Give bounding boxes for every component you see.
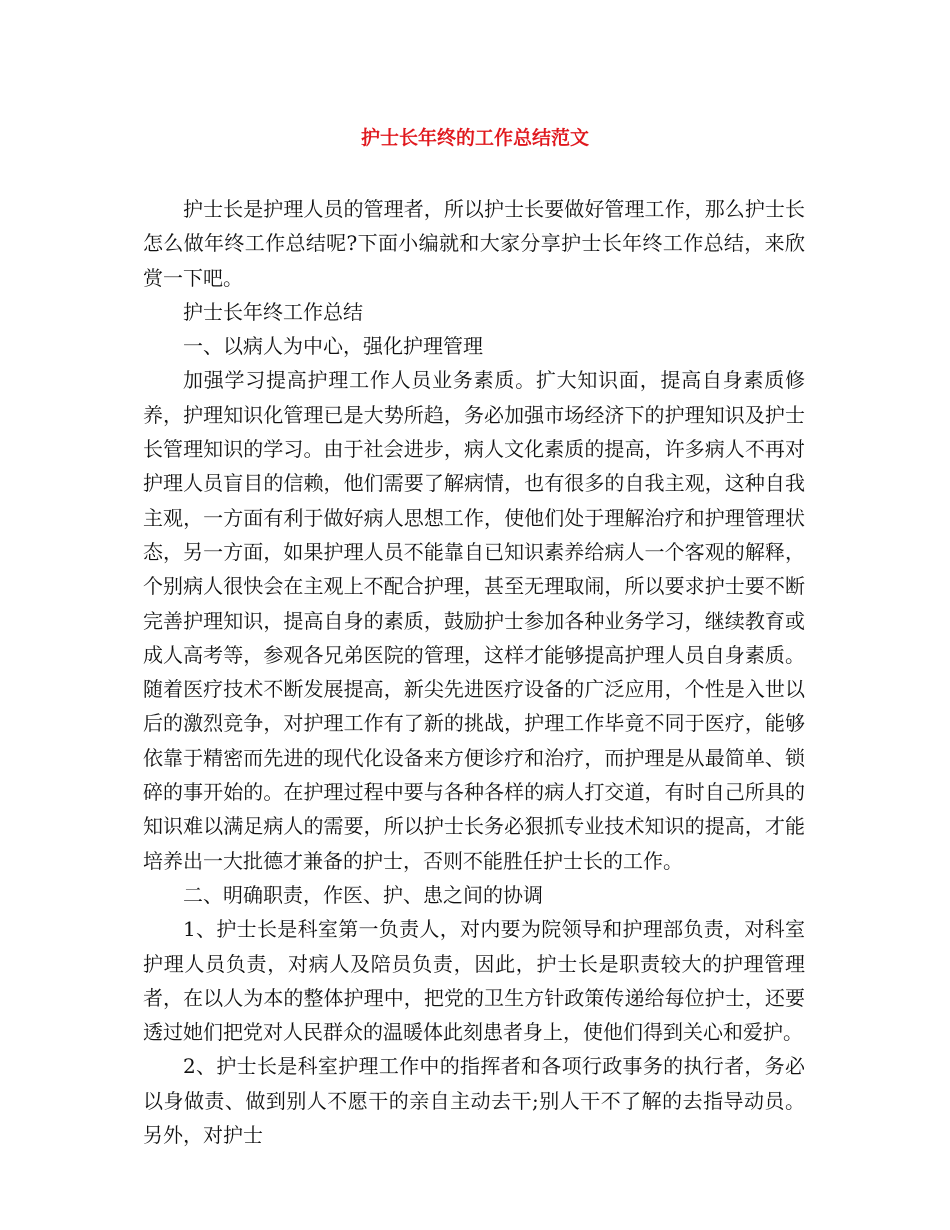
intro-paragraph: 护士长是护理人员的管理者，所以护士长要做好管理工作，那么护士长怎么做年终工作总结呢?下面小编就和大家分享护士长年终工作总结，来欣赏一下吧。 (143, 197, 805, 290)
body-paragraph: 2、护士长是科室护理工作中的指挥者和各项行政事务的执行者，务必以身做责、做到别人不愿干的亲自主动去干;别人干不了解的去指导动员。另外，对护士 (143, 1054, 805, 1148)
body-paragraph: 加强学习提高护理工作人员业务素质。扩大知识面，提高自身素质修养，护理知识化管理已是大势所趋，务必加强市场经济下的护理知识及护士长管理知识的学习。由于社会进步，病人文化素质的提高，许多病人不再对护理人员盲目的信赖，他们需要了解病情，也有很多的自我主观，这种自我主观，一方面有利于做好病人思想工作，使他们处于理解治疗和护理管理状态，另一方面，如果护理人员不能靠自已知识素养给病人一个客观的解释，个别病人很快会在主观上不配合护理，甚至无理取闹，所以要求护士要不断完善护理知识，提高自身的素质，鼓励护士参加各种业务学习，继续教育或成人高考等，参观各兄弟医院的管理，这样才能够提高护理人员自身素质。随着医疗技术不断发展提高，新尖先进医疗设备的广泛应用，个性是入世以后的激烈竞争，对护理工作有了新的挑战，护理工作毕竟不同于医疗，能够依靠于精密而先进的现代化设备来方便诊疗和治疗，而护理是从最简单、锁碎的事开始的。在护理过程中要与各种各样的病人打交道，有时自己所具的知识难以满足病人的需要，所以护士长务必狠抓专业技术知识的提高，才能培养出一大批德才兼备的护士，否则不能胜任护士长的工作。 (143, 368, 805, 873)
document-title: 护士长年终的工作总结范文 (360, 127, 589, 149)
section-heading-2: 二、明确职责，作医、护、患之间的协调 (183, 882, 543, 907)
section-heading: 护士长年终工作总结 (183, 299, 363, 324)
section-heading-1: 一、以病人为中心，强化护理管理 (183, 334, 483, 359)
body-paragraph: 1、护士长是科室第一负责人，对内要为院领导和护理部负责，对科室护理人员负责，对病人及陪员负责，因此，护士长是职责较大的护理管理者，在以人为本的整体护理中，把党的卫生方针政策传递给每位护士，还要透过她们把党对人民群众的温暖体此刻患者身上，使他们得到关心和爱护。 (143, 917, 805, 1045)
document-body (143, 192, 805, 1152)
